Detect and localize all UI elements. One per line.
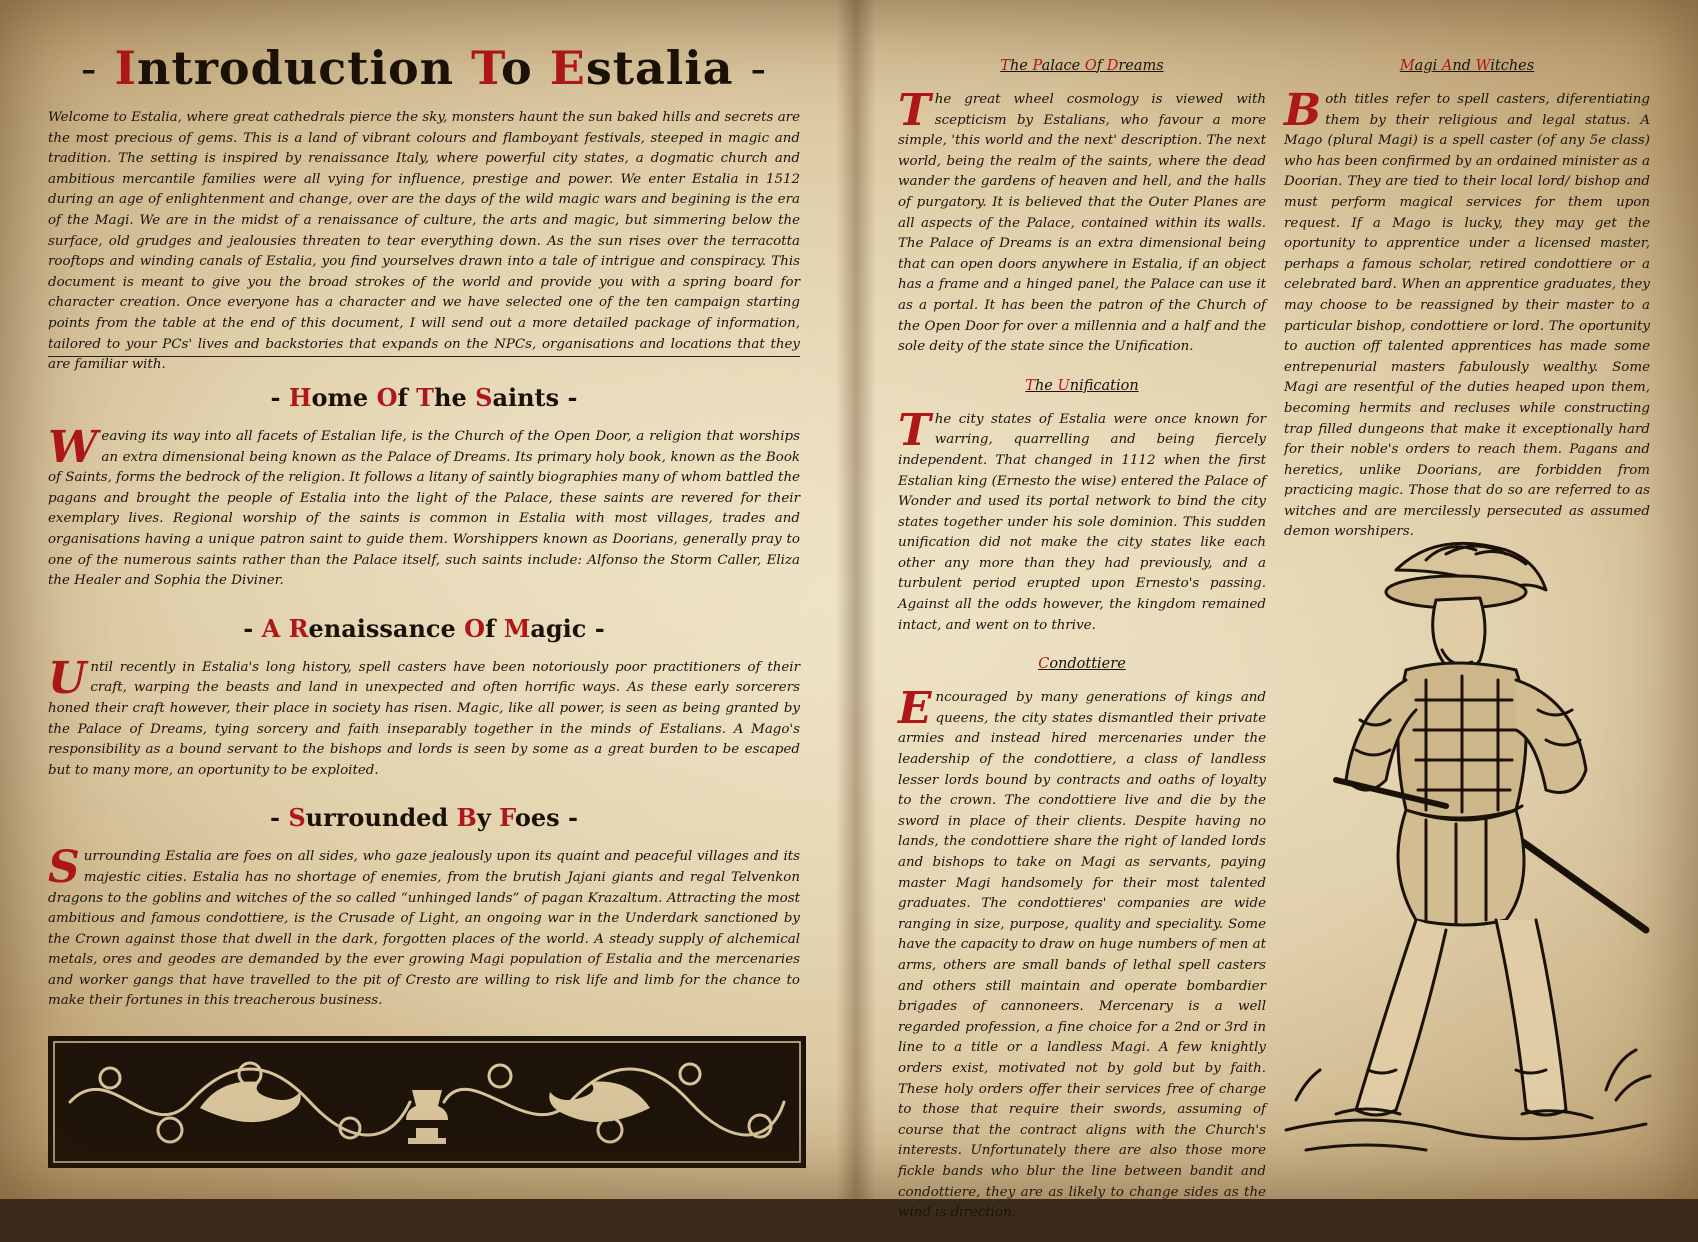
book-gutter [836,0,876,1199]
section-body: Weaving its way into all facets of Estalian life, is the Church of the Open Door, a religion that worships an extra dimensional being known as the Palace of Dreams. Its primary holy book, known as the Book of Saints, forms the bedrock of the religion. It follows a litany of saintly biographies many of whom battled the pagans and brought the people of Estalia into the light of the Palace, these saints are revered for their exemplary lives. Regional worship of the saints is common in Estalia with most villages, trades and organisations having a unique patron saint to guide them. Worshippers known as Doorians, generally pray to one of the numerous saints rather than the Palace itself, such saints include: Alfonso the Storm Caller, Eliza the Healer and Sophia the Diviner. [48,422,800,589]
drop-cap: U [48,652,87,704]
section-heading: - A Renaissance Of Magic - [243,613,605,643]
section-body: Both titles refer to spell casters, diferentiating them by their religious and legal status. A Mago (plural Magi) is a spell caster (of any 5e class) who has been confirmed by an ordained minister as a Doorian. They are tied to their local lord/ bishop and must perform magical services for them upon request. If a Mago is lucky, they may get the oportunity to apprentice under a licensed master, perhaps a famous scholar, retired condottiere or a celebrated bard. When an apprentice graduates, they may choose to be reassigned by their master to a particular bishop, condottiere or lord. The oportunity to auction off talented apprentices has made some entrepenurial masters fabulously wealthy. Some Magi are resentful of the duties heaped upon them, becoming hermits and recluses while constructing trap filled dungeons that make it exceptionally hard for their noble's orders to reach them. Pagans and heretics, unlike Doorians, are forbidden from practicing magic. Those that do so are referred to as witches and are mercilessly persecuted as assumed demon worshipers. [1284,85,1650,540]
section-heading: - Surrounded By Foes - [270,803,578,833]
section-heading: - Home Of The Saints - [270,383,578,412]
intro-paragraph: Welcome to Estalia, where great cathedrals pierce the sky, monsters haunt the sun baked hills and secrets are the most precious of gems. This is a land of vibrant colours and flamboyant festivals, steeped in magic and tradition. The setting is inspired by renaissance Italy, where powerful city states, a dogmatic church and ambitious mercantile families were all vying for influence, prestige and power. We enter Estalia in 1512 during an age of enlightenment and change, over are the days of the wild magic wars and begining is the era of the Magi. We are in the midst of a renaissance of culture, the arts and magic, but simmering below the surface, old grudges and jealousies threaten to tear everything down. As the sun rises over the terracotta rooftops and winding canals of Estalia, you find yourselves drawn into a tale of intrigue and conspiracy. This document is meant to give you the broad strokes of the world and provide you with a spring board for character creation. Once everyone has a character and we have selected one of the ten campaign starting points from the table at the end of this document, I will send out a more detailed package of information, tailored to your PCs' lives and backstories that expands on the NPCs, organisations and locations that they are familiar with. [48,110,800,373]
drop-cap: T [898,404,931,456]
drop-cap: S [48,842,80,894]
section-heading: The Palace Of Dreams [1000,58,1164,74]
section-heading: The Unification [1025,377,1139,394]
page-title: - Introduction To Estalia - [80,41,768,95]
section-renaissance-of-magic [48,612,800,782]
drop-cap: W [48,422,98,473]
drop-cap: B [1284,85,1322,136]
section-home-of-the-saints [48,381,800,592]
section-condottiere [898,654,1266,1223]
section-palace-of-dreams [898,56,1266,358]
right-page-column-a [898,56,1266,1242]
drop-cap: E [898,683,932,735]
section-body: The great wheel cosmology is viewed with scepticism by Estalians, who favour a more simple, 'this world and the next' description. The next world, being the realm of the saints, where the dead wander the gardens of heaven and hell, and the halls of purgatory. It is believed that the Outer Planes are all aspects of the Palace, contained within its walls. The Palace of Dreams is an extra dimensional being that can open doors anywhere in Estalia, if an object has a frame and a hinged panel, the Palace can use it as a portal. It has been the patron of the Church of the Open Door for over a millennia and a half and the sole deity of the state since the Unification. [898,85,1266,355]
section-body: Until recently in Estalia's long history, spell casters have been notoriously poor practitioners of their craft, warping the beasts and land in unexpected and often horrific ways. As these early sorcerers honed their craft however, their place in society has risen. Magic, like all power, is seen as being granted by the Palace of Dreams, tying sorcery and faith inseparably together in the minds of Estalians. A Mago's responsibility as a bound servant to the bishops and lords is seen by some as a great burden to be escaped but to many more, an oportunity to be exploited. [48,652,800,778]
drop-cap: T [898,85,931,136]
left-page [48,38,800,1032]
section-heading: Condottiere [1038,656,1126,673]
section-body: The city states of Estalia were once known for warring, quarrelling and being fiercely independent. That changed in 1112 when the first Estalian king (Ernesto the wise) entered the Palace of Wonder and used its portal network to bind the city states together under his sole dominion. This sudden unification did not make the city states like each other any more than they had previously, and a turbulent period erupted upon Ernesto's passing. Against all the odds however, the kingdom remained intact, and went on to thrive. [898,404,1266,633]
section-unification [898,376,1266,637]
woodcut-dragon-border-icon [48,1036,806,1168]
section-body: Encouraged by many generations of kings and queens, the city states dismantled their private armies and instead hired mercenaries under the leadership of the condottiere, a class of landless lesser lords bound by contracts and oaths of loyalty to the crown. The condottiere live and die by the sword in place of their clients. Despite having no lands, the condottiere share the right of landed lords and bishops to take on Magi as servants, paying master Magi handsomely for their most talented graduates. The condottieres' companies are wide ranging in size, purpose, quality and speciality. Some have the capacity to draw on huge numbers of men at arms, others are small bands of lethal spell casters and others still maintain and operate bombardier brigades of cannoneers. Mercenary is a well regarded profession, a fine choice for a 2nd or 3rd in line to a title or a landless Magi. A few knightly orders exist, motivated not by gold but by faith. These holy orders offer their services free of charge to those that require their swords, assuming of course that the contract aligns with the Church's interests. Unfortunately there are also those more fickle bands who blur the line between bandit and condottiere, they are as likely to change sides as the wind is direction. [898,683,1266,1221]
section-magi-and-witches [1284,56,1650,543]
section-heading: Magi And Witches [1399,58,1535,74]
section-surrounded-by-foes [48,801,800,1012]
section-body: Surrounding Estalia are foes on all sides, who gaze jealously upon its quaint and peaceful villages and its majestic cities. Estalia has no shortage of enemies, from the brutish Jajani giants and regal Telvenkon dragons to the goblins and witches of the so called “unhinged lands” of pagan Krazaltum. Attracting the most ambitious and famous condottiere, is the Crusade of Light, an ongoing war in the Underdark sanctioned by the Crown against those that dwell in the dark, forgotten places of the world. A steady supply of alchemical metals, ores and geodes are demanded by the ever growing Magi population of Estalia and the mercenaries and worker gangs that have travelled to the pit of Cresto are willing to risk life and limb for the chance to make their fortunes in this treacherous business. [48,842,800,1009]
right-page-column-b [1284,56,1650,561]
landsknecht-woodcut-illustration-icon [1276,530,1656,1170]
